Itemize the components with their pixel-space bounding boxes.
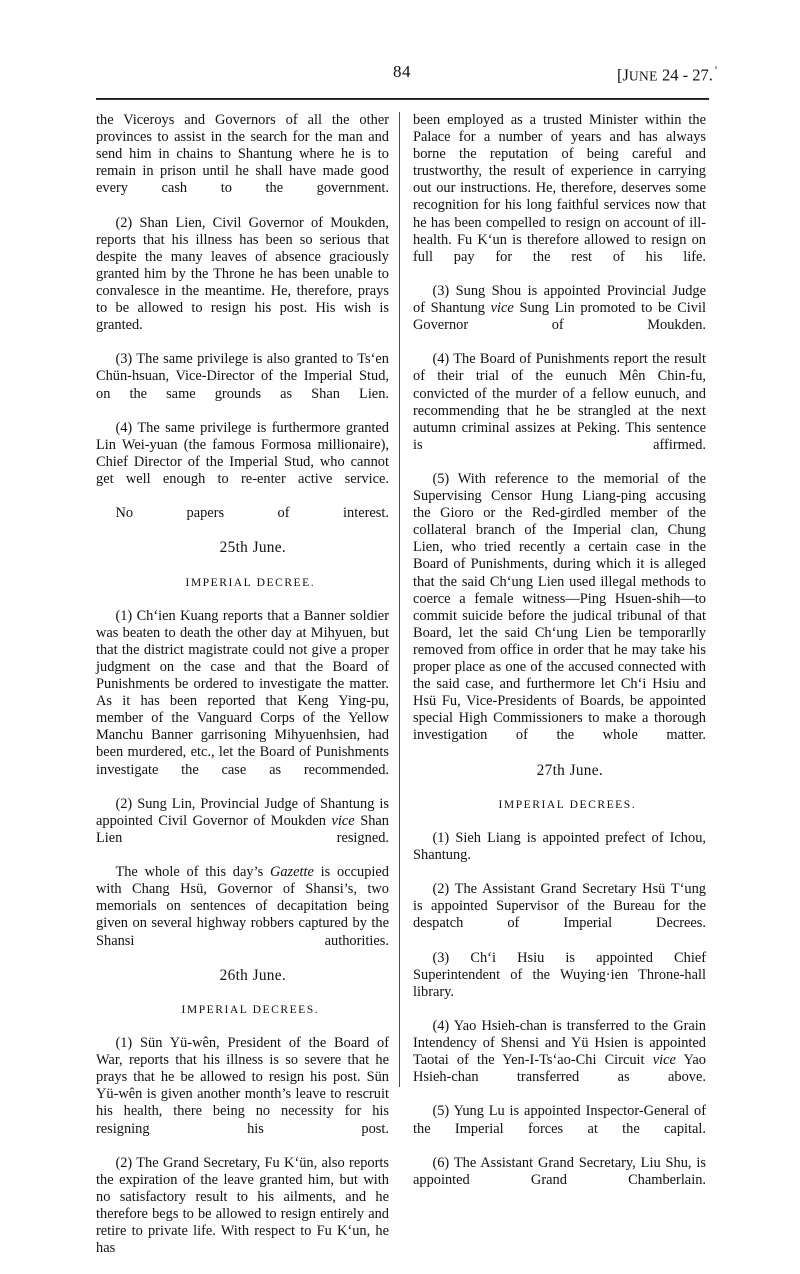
column-divider-rule — [399, 112, 400, 1087]
paragraph-hsu-tung: (2) The Assistant Grand Secretary Hsü T‘ung is appointed Supervisor of the Bureau for the despatch of Imperial Decrees. — [413, 881, 706, 932]
paragraph-board-of-punishments: (4) The Board of Punishments report the result of their trial of the eunuch Mên Chin-fu, convicted of the murder of a fellow eunuch, and recommending that he be strangled at the next autumn criminal assizes at Peking. This sentence is affirmed. — [413, 351, 706, 453]
paragraph-yung-lu: (5) Yung Lu is appointed Inspector-General of the Imperial forces at the capital. — [413, 1103, 706, 1137]
date-heading-26th-june: 26th June. — [219, 966, 286, 984]
section-heading-imperial-decree-25th: IMPERIAL DECREE. — [185, 575, 316, 589]
text-after-italic: Shan Lien resigned. — [96, 812, 389, 846]
date-heading-27th-june: 27th June. — [536, 761, 603, 779]
right-column — [413, 112, 706, 1206]
running-head-date-range — [617, 63, 717, 86]
text-before-italic: (2) Sung Lin, Provincial Judge of Shantung is appointed Civil Governor of Moukden — [96, 795, 389, 829]
paragraph-continued-viceroys: the Viceroys and Governors of all the other provinces to assist in the search for the man and send him in chains to Shantung where he is to remain in prison until he shall have made good every cash to the government. — [96, 112, 389, 197]
paragraph-sung-shou — [413, 283, 706, 351]
text-before-italic: (3) Sung Shou is appointed Provincial Judge of Shantung — [413, 282, 706, 317]
month-initial: J — [622, 65, 629, 85]
running-head — [96, 62, 717, 88]
paragraph-continued-fu-kun: been employed as a trusted Minister within the Palace for a number of years and has always borne the reputation of being careful and trustworthy, the result of experience in carrying out our instructions. He, therefore, deserves some recognition for his long faithful services now that he has been compelled to resign on account of ill-health. Fu K‘un is therefore allowed to resign on full pay for the rest of his life. — [413, 112, 706, 265]
open-bracket: [ — [616, 65, 623, 85]
text-after-italic: is occupied with Chang Hsü, Governor of Shansi’s, two memorials on sentences of decapitation being given on several highway robbers captured by the Shansi authorities. — [96, 864, 389, 949]
paragraph-chi-hsiu: (3) Ch‘i Hsiu is appointed Chief Superintendent of the Wuying·ien Throne-hall library. — [413, 949, 706, 1000]
month-smallcaps: UNE — [628, 68, 658, 84]
paragraph-no-papers: No papers of interest. — [115, 505, 389, 522]
paragraph-chien-kuang: (1) Ch‘ien Kuang reports that a Banner soldier was beaten to death the other day at Mihyuen, but that the district magistrate could not give a proper judgment on the case and that the Board of Punishments be ordered to investigate the matter. As it has been reported that Keng Ying-pu, member of the Vanguard Corps of the Yellow Manchu Banner garrisoning Mihyuenhsien, had been murdered, etc., let the Board of Punishments investigate the case as recommended. — [96, 607, 389, 778]
text-before-italic: The whole of this day’s — [115, 864, 270, 881]
paragraph-gazette — [96, 864, 389, 967]
text-after-italic: Yao Hsieh-chan transferred as above. — [413, 1052, 706, 1086]
paragraph-yao-hsieh-chan — [413, 1018, 706, 1103]
paragraph-lin-wei-yuan: (4) The same privilege is furthermore granted Lin Wei-yuan (the famous Formosa millionaire), Chief Director of the Imperial Stud, who cannot get well enough to re-enter active service. — [96, 419, 389, 487]
paragraph-hung-liang-ping: (5) With reference to the memorial of the Supervising Censor Hung Liang-ping accusing the Gioro or the Red-girdled member of the collateral branch of the Imperial clan, Chung Lien, who tried recently a certain case in the Board of Punishments, during which it is alleged that the said Ch‘ung Lien used illegal methods to coerce a female witness—Ping Hsuen-shih—to commit suicide before the judical tribunal of that Board, let the said Ch‘ung Lien be temporarlly removed from office in order that he may take his proper place as one of the accused connected with the said case, and furthermore let Ch‘i Hsiu and Hsü Fu, Vice-Presidents of Boards, be appointed special High Commissioners to make a thorough investigation of the whole matter. — [413, 470, 706, 744]
page-number: 84 — [393, 62, 411, 81]
date-range: 24 - 27. — [657, 65, 713, 85]
left-column — [96, 112, 389, 1274]
paragraph-liu-shu: (6) The Assistant Grand Secretary, Liu Shu, is appointed Grand Chamberlain. — [413, 1154, 706, 1188]
italic-vice: vice — [652, 1052, 676, 1069]
section-heading-imperial-decrees-27th: IMPERIAL DECREES. — [498, 797, 637, 811]
paragraph-sung-lin — [96, 796, 389, 864]
text-after-italic: Sung Lin promoted to be Civil Governor of Moukden. — [413, 300, 706, 334]
section-heading-imperial-decrees-26th: IMPERIAL DECREES. — [181, 1002, 320, 1016]
italic-vice: vice — [331, 812, 355, 829]
paragraph-shan-lien: (2) Shan Lien, Civil Governor of Moukden, reports that his illness has been so serious that despite the many leaves of absence graciously granted him by the Throne he has been unable to convalesce in the meantime. He, therefore, prays to be allowed to resign his post. His wish is granted. — [96, 214, 389, 334]
italic-vice: vice — [490, 300, 514, 317]
text-before-italic: (4) Yao Hsieh-chan is transferred to the Grain Intendency of Shensi and Yü Hsien is appointed Taotai of the Yen-I-Ts‘ao-Chi Circuit — [413, 1017, 706, 1069]
date-heading-25th-june: 25th June. — [219, 539, 286, 557]
head-tick-mark: ' — [714, 63, 717, 77]
header-rule — [96, 98, 709, 100]
paragraph-sun-yu-wen: (1) Sün Yü-wên, President of the Board of War, reports that his illness is so severe that he prays that he be allowed to resign his post. Sün Yü-wên is given another month’s leave to rescruit his health, there being no necessity for his resigning his post. — [96, 1035, 389, 1137]
paragraph-tsen-chun-hsuan: (3) The same privilege is also granted to Ts‘en Chün-hsuan, Vice-Director of the Imperial Stud, on the same grounds as Shan Lien. — [96, 351, 389, 402]
italic-gazette: Gazette — [269, 864, 314, 881]
paragraph-sieh-liang: (1) Sieh Liang is appointed prefect of Ichou, Shantung. — [413, 829, 706, 864]
paragraph-fu-kun: (2) The Grand Secretary, Fu K‘ün, also reports the expiration of the leave granted him, but with no satisfactory result to his ailments, and he therefore begs to be allowed to resign entirely and retire to private life. With respect to Fu K‘un, he has — [96, 1154, 389, 1257]
